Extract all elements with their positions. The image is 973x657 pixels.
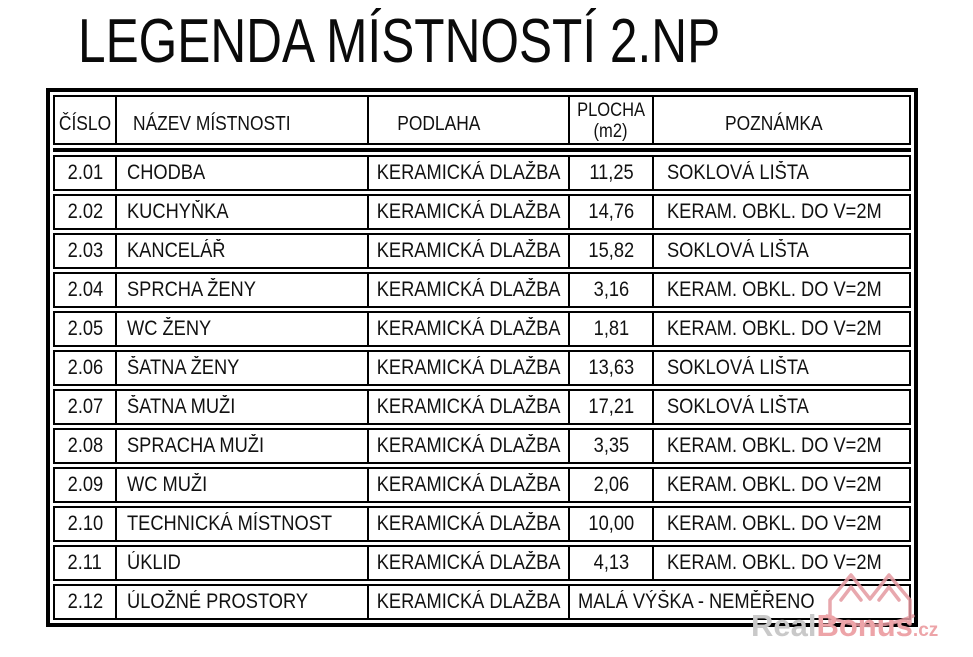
room-name: WC ŽENY [127, 317, 212, 340]
note-text: KERAM. OBKL. DO V=2M [667, 473, 882, 496]
table-row [53, 194, 911, 230]
cell-podlaha [367, 391, 568, 423]
table-row [53, 467, 911, 503]
area-value: 3,16 [593, 278, 629, 301]
cell-cislo [55, 235, 115, 267]
floor-type: KERAMICKÁ DLAŽBA [376, 434, 561, 457]
floor-type: KERAMICKÁ DLAŽBA [376, 473, 561, 496]
cell-podlaha [367, 586, 568, 618]
room-number: 2.05 [67, 317, 103, 340]
cell-merged-note [568, 586, 909, 618]
floor-type: KERAMICKÁ DLAŽBA [376, 590, 561, 613]
page-title [78, 8, 881, 76]
cell-podlaha [367, 430, 568, 462]
column-header-plocha [568, 97, 652, 143]
area-value: 17,21 [588, 395, 634, 418]
cell-cislo [55, 586, 115, 618]
table-row [53, 272, 911, 308]
table-row [53, 428, 911, 464]
watermark-real-text: Real [751, 608, 817, 643]
cell-plocha [568, 274, 652, 306]
cell-nazev [115, 352, 367, 384]
cell-cislo [55, 547, 115, 579]
table-row [53, 311, 911, 347]
cell-plocha [568, 235, 652, 267]
table-row [53, 545, 911, 581]
area-value: 13,63 [588, 356, 634, 379]
cell-plocha [568, 391, 652, 423]
area-value: 4,13 [593, 551, 629, 574]
watermark-bonus-text: Bonus [816, 608, 913, 643]
column-header-nazev-mistnosti [115, 97, 367, 143]
room-number: 2.12 [67, 590, 103, 613]
room-number: 2.09 [67, 473, 103, 496]
column-header-poznamka [652, 97, 909, 143]
floor-type: KERAMICKÁ DLAŽBA [376, 551, 561, 574]
column-header-plocha-label: PLOCHA [577, 100, 645, 121]
area-value: 1,81 [593, 317, 629, 340]
cell-podlaha [367, 352, 568, 384]
note-text: SOKLOVÁ LIŠTA [667, 356, 809, 379]
cell-cislo [55, 508, 115, 540]
cell-cislo [55, 469, 115, 501]
cell-plocha [568, 430, 652, 462]
cell-poznamka [652, 508, 909, 540]
cell-podlaha [367, 469, 568, 501]
cell-poznamka [652, 430, 909, 462]
room-name: WC MUŽI [127, 473, 208, 496]
floor-type: KERAMICKÁ DLAŽBA [376, 512, 561, 535]
room-name: SPRACHA MUŽI [127, 434, 265, 457]
floor-type: KERAMICKÁ DLAŽBA [376, 200, 561, 223]
floor-type: KERAMICKÁ DLAŽBA [376, 356, 561, 379]
room-name: ŠATNA MUŽI [127, 395, 236, 418]
note-text: KERAM. OBKL. DO V=2M [667, 434, 882, 457]
cell-cislo [55, 430, 115, 462]
cell-cislo [55, 157, 115, 189]
cell-podlaha [367, 157, 568, 189]
note-text: SOKLOVÁ LIŠTA [667, 161, 809, 184]
room-name: KANCELÁŘ [127, 239, 226, 262]
cell-podlaha [367, 313, 568, 345]
column-header-cislo-label: ČÍSLO [58, 113, 112, 135]
cell-podlaha [367, 547, 568, 579]
cell-cislo [55, 391, 115, 423]
cell-nazev [115, 586, 367, 618]
cell-plocha [568, 313, 652, 345]
cell-podlaha [367, 196, 568, 228]
floor-type: KERAMICKÁ DLAŽBA [376, 395, 561, 418]
cell-plocha [568, 157, 652, 189]
room-name: ÚKLID [127, 551, 181, 574]
cell-podlaha [367, 274, 568, 306]
column-header-nazev-label: NÁZEV MÍSTNOSTI [133, 113, 291, 135]
area-value: 2,06 [593, 473, 629, 496]
table-row [53, 155, 911, 191]
cell-nazev [115, 313, 367, 345]
cell-nazev [115, 196, 367, 228]
cell-poznamka [652, 547, 909, 579]
legend-table [46, 88, 918, 627]
note-text: SOKLOVÁ LIŠTA [667, 395, 809, 418]
cell-nazev [115, 547, 367, 579]
room-number: 2.08 [67, 434, 103, 457]
floor-type: KERAMICKÁ DLAŽBA [376, 239, 561, 262]
table-row [53, 233, 911, 269]
cell-plocha [568, 469, 652, 501]
note-text: KERAM. OBKL. DO V=2M [667, 200, 882, 223]
column-header-plocha-unit: (m2) [594, 121, 628, 142]
cell-nazev [115, 235, 367, 267]
note-text: KERAM. OBKL. DO V=2M [667, 278, 882, 301]
cell-poznamka [652, 157, 909, 189]
column-header-cislo [55, 97, 115, 143]
table-row [53, 506, 911, 542]
cell-poznamka [652, 313, 909, 345]
room-name: ÚLOŽNÉ PROSTORY [127, 590, 309, 613]
table-body [53, 155, 911, 620]
note-text: KERAM. OBKL. DO V=2M [667, 512, 882, 535]
table-row [53, 350, 911, 386]
room-number: 2.10 [67, 512, 103, 535]
cell-nazev [115, 469, 367, 501]
room-name: KUCHYŇKA [127, 200, 229, 223]
column-header-poznamka-label: POZNÁMKA [725, 113, 824, 135]
room-number: 2.07 [67, 395, 103, 418]
cell-cislo [55, 313, 115, 345]
floor-type: KERAMICKÁ DLAŽBA [376, 278, 561, 301]
cell-podlaha [367, 235, 568, 267]
cell-poznamka [652, 391, 909, 423]
page-title-text: LEGENDA MÍSTNOSTÍ 2.NP [78, 7, 721, 76]
area-value: 3,35 [593, 434, 629, 457]
area-value: 11,25 [588, 161, 634, 184]
room-number: 2.11 [67, 551, 103, 574]
cell-plocha [568, 547, 652, 579]
cell-nazev [115, 274, 367, 306]
cell-cislo [55, 196, 115, 228]
merged-note-text: MALÁ VÝŠKA - NEMĚŘENO [578, 590, 815, 613]
cell-nazev [115, 430, 367, 462]
room-number: 2.02 [67, 200, 103, 223]
header-separator-rule [53, 148, 911, 152]
column-header-podlaha [367, 97, 568, 143]
cell-plocha [568, 196, 652, 228]
cell-poznamka [652, 274, 909, 306]
cell-poznamka [652, 235, 909, 267]
note-text: SOKLOVÁ LIŠTA [667, 239, 809, 262]
cell-plocha [568, 508, 652, 540]
cell-poznamka [652, 469, 909, 501]
floor-type: KERAMICKÁ DLAŽBA [376, 161, 561, 184]
room-number: 2.03 [67, 239, 103, 262]
note-text: KERAM. OBKL. DO V=2M [667, 551, 882, 574]
cell-poznamka [652, 352, 909, 384]
room-name: ŠATNA ŽENY [127, 356, 240, 379]
room-name: TECHNICKÁ MÍSTNOST [127, 512, 333, 535]
cell-nazev [115, 508, 367, 540]
cell-cislo [55, 274, 115, 306]
room-number: 2.04 [67, 278, 103, 301]
cell-podlaha [367, 508, 568, 540]
table-row [53, 389, 911, 425]
cell-nazev [115, 157, 367, 189]
cell-cislo [55, 352, 115, 384]
area-value: 14,76 [588, 200, 634, 223]
room-number: 2.06 [67, 356, 103, 379]
column-header-podlaha-label: PODLAHA [397, 113, 481, 135]
cell-nazev [115, 391, 367, 423]
cell-plocha [568, 352, 652, 384]
note-text: KERAM. OBKL. DO V=2M [667, 317, 882, 340]
watermark-cz-text: .cz [912, 620, 939, 641]
table-header-row [53, 95, 911, 145]
table-row [53, 584, 911, 620]
area-value: 10,00 [588, 512, 634, 535]
cell-poznamka [652, 196, 909, 228]
room-number: 2.01 [67, 161, 103, 184]
area-value: 15,82 [588, 239, 634, 262]
room-name: CHODBA [127, 161, 206, 184]
floor-type: KERAMICKÁ DLAŽBA [376, 317, 561, 340]
room-name: SPRCHA ŽENY [127, 278, 256, 301]
